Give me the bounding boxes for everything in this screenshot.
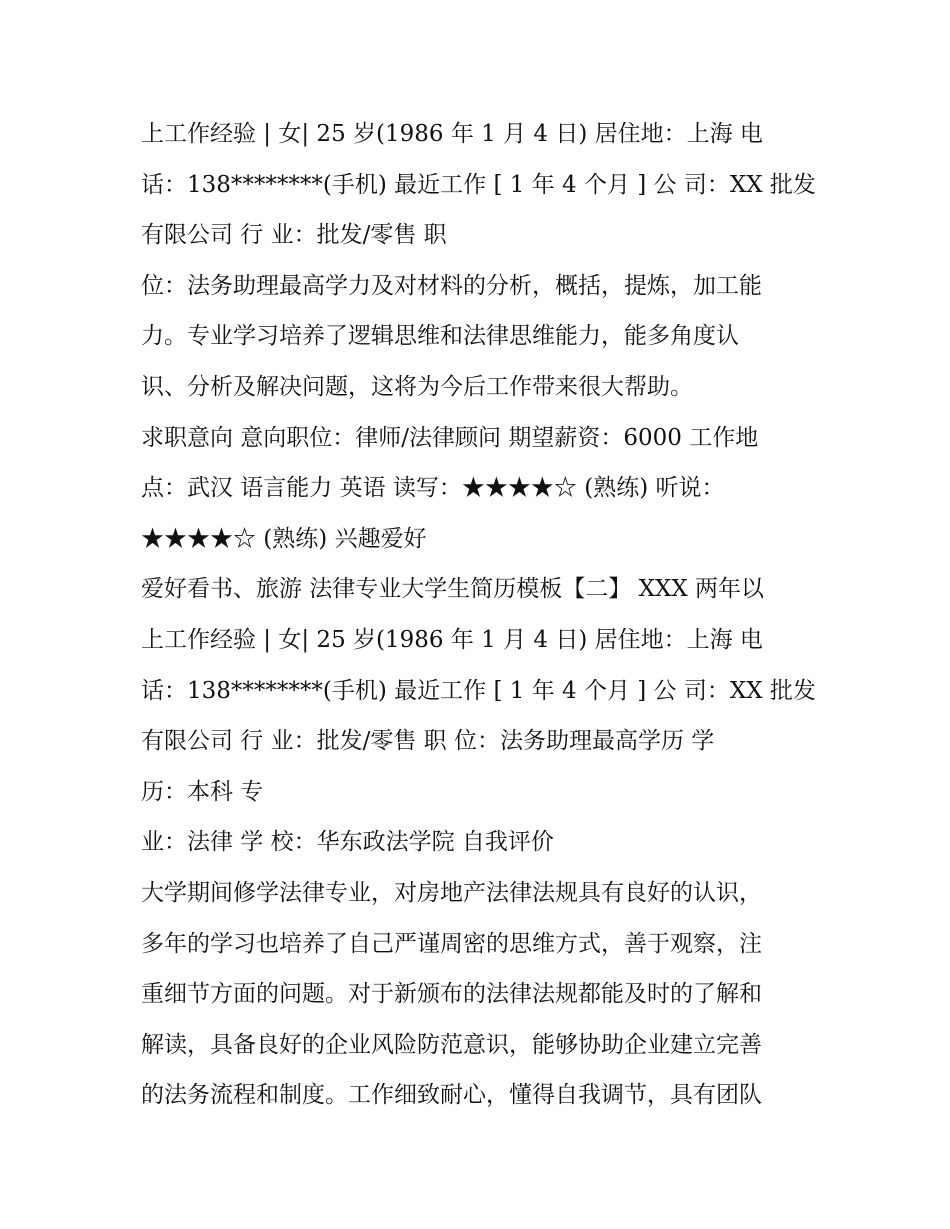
text-line: 爱好看书、旅游 法律专业大学生简历模板【二】 XXX 两年以: [141, 576, 765, 603]
text-line: 重细节方面的问题。对于新颁布的法律法规都能及时的了解和: [141, 981, 762, 1008]
text-line: 上工作经验 | 女| 25 岁(1986 年 1 月 4 日) 居住地：上海 电: [141, 626, 763, 653]
text-line: 有限公司 行 业：批发/零售 职: [141, 222, 447, 249]
text-line: 求职意向 意向职位：律师/法律顾问 期望薪资：6000 工作地: [141, 424, 759, 451]
text-line: 多年的学习也培养了自己严谨周密的思维方式，善于观察，注: [141, 930, 762, 957]
text-line: 点：武汉 语言能力 英语 读写：★★★★☆ (熟练) 听说：: [141, 475, 725, 502]
text-line: 解读，具备良好的企业风险防范意识，能够协助企业建立完善: [141, 1031, 762, 1058]
text-line: 上工作经验 | 女| 25 岁(1986 年 1 月 4 日) 居住地：上海 电: [141, 121, 763, 147]
document-body: [141, 109, 821, 1121]
text-line: ★★★★☆ (熟练) 兴趣爱好: [141, 525, 427, 552]
text-line: 话：138********(手机) 最近工作 [ 1 年 4 个月 ] 公 司：XX 批发: [141, 677, 816, 704]
text-line: 位：法务助理最高学力及对材料的分析，概括，提炼，加工能: [141, 272, 762, 299]
text-line: 力。专业学习培养了逻辑思维和法律思维能力，能多角度认: [141, 323, 739, 350]
text-line: 大学期间修学法律专业，对房地产法律法规具有良好的认识，: [141, 879, 762, 906]
text-line: 历：本科 专: [141, 778, 264, 805]
text-line: 话：138********(手机) 最近工作 [ 1 年 4 个月 ] 公 司：XX 批发: [141, 171, 816, 198]
text-line: 业：法律 学 校：华东政法学院 自我评价: [141, 829, 554, 856]
text-line: 的法务流程和制度。工作细致耐心，懂得自我调节，具有团队: [141, 1082, 762, 1109]
text-line: 识、分析及解决问题，这将为今后工作带来很大帮助。: [141, 373, 693, 400]
text-line: 有限公司 行 业：批发/零售 职 位：法务助理最高学历 学: [141, 728, 715, 755]
